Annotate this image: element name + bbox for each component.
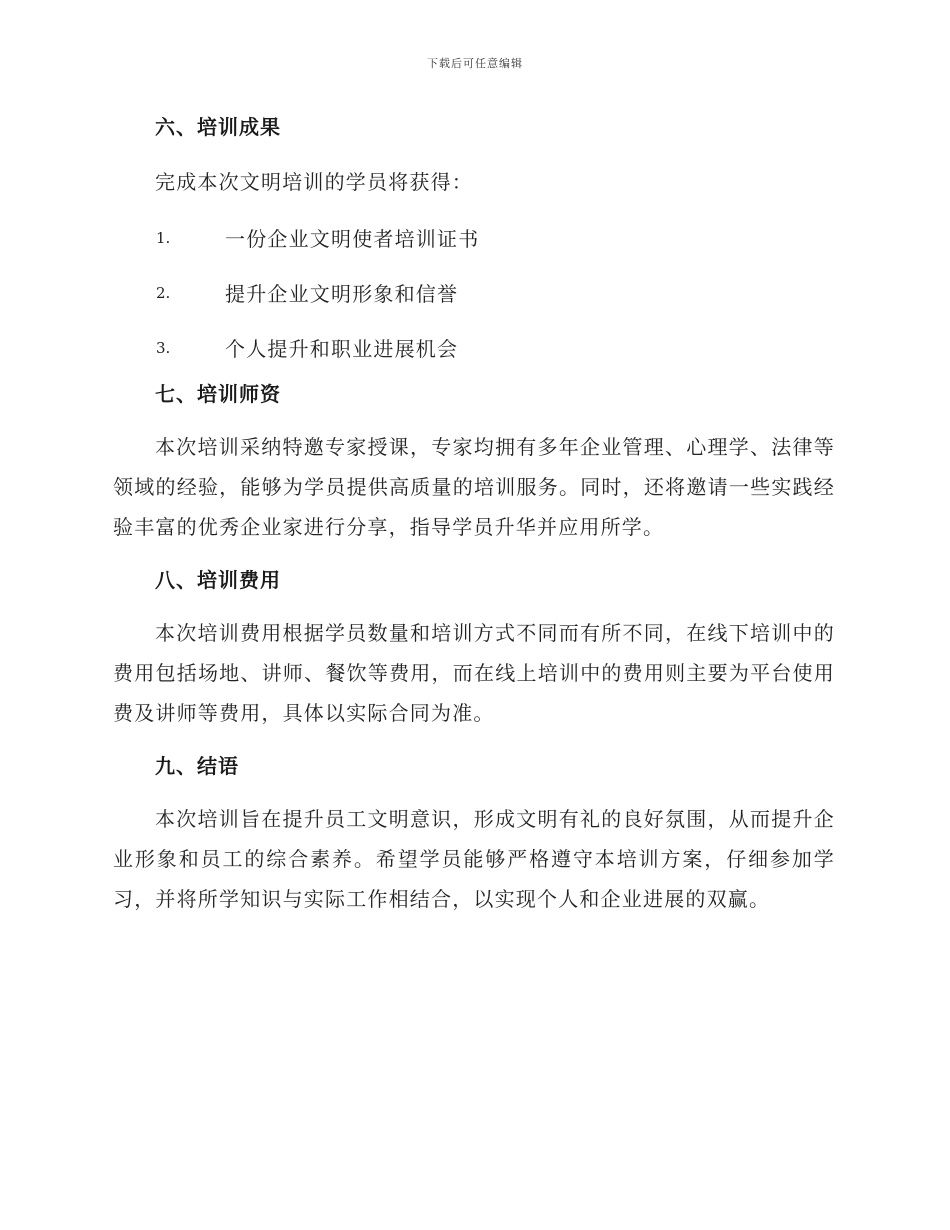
section-heading-results: 六、培训成果 [155, 115, 281, 139]
list-item-text: 个人提升和职业进展机会 [225, 337, 459, 361]
list-item-number: 1. [156, 228, 171, 247]
spacer [113, 146, 835, 162]
spacer [113, 785, 835, 799]
list-item [113, 265, 835, 320]
results-intro: 完成本次文明培训的学员将获得： [155, 170, 473, 194]
list-item-text: 一份企业文明使者培训证书 [225, 227, 480, 251]
section-heading-fees: 八、培训费用 [155, 568, 281, 592]
spacer [113, 733, 835, 747]
results-list [113, 210, 835, 375]
header-note: 下载后可任意编辑 [427, 57, 523, 70]
spacer [113, 413, 835, 427]
list-item-text: 提升企业文明形象和信誉 [225, 282, 459, 306]
list-item [113, 320, 835, 375]
instructors-paragraph: 本次培训采纳特邀专家授课，专家均拥有多年企业管理、心理学、法律等领域的经验，能够为学员提供高质量的培训服务。同时，还将邀请一些实践经验丰富的优秀企业家进行分享，指导学员升华并应用所学。 [113, 435, 835, 539]
spacer [113, 547, 835, 561]
spacer [113, 599, 835, 613]
section-heading-conclusion: 九、结语 [155, 754, 239, 778]
list-item [113, 210, 835, 265]
section-heading-instructors: 七、培训师资 [155, 382, 281, 406]
document-content [113, 108, 835, 919]
list-item-number: 2. [156, 283, 171, 302]
fees-paragraph: 本次培训费用根据学员数量和培训方式不同而有所不同，在线下培训中的费用包括场地、讲师、餐饮等费用，而在线上培训中的费用则主要为平台使用费及讲师等费用，具体以实际合同为准。 [113, 621, 835, 725]
list-item-number: 3. [156, 338, 171, 357]
conclusion-paragraph: 本次培训旨在提升员工文明意识，形成文明有礼的良好氛围，从而提升企业形象和员工的综合素养。希望学员能够严格遵守本培训方案，仔细参加学习，并将所学知识与实际工作相结合，以实现个人和企业进展的双赢。 [113, 807, 835, 911]
spacer [113, 202, 835, 210]
